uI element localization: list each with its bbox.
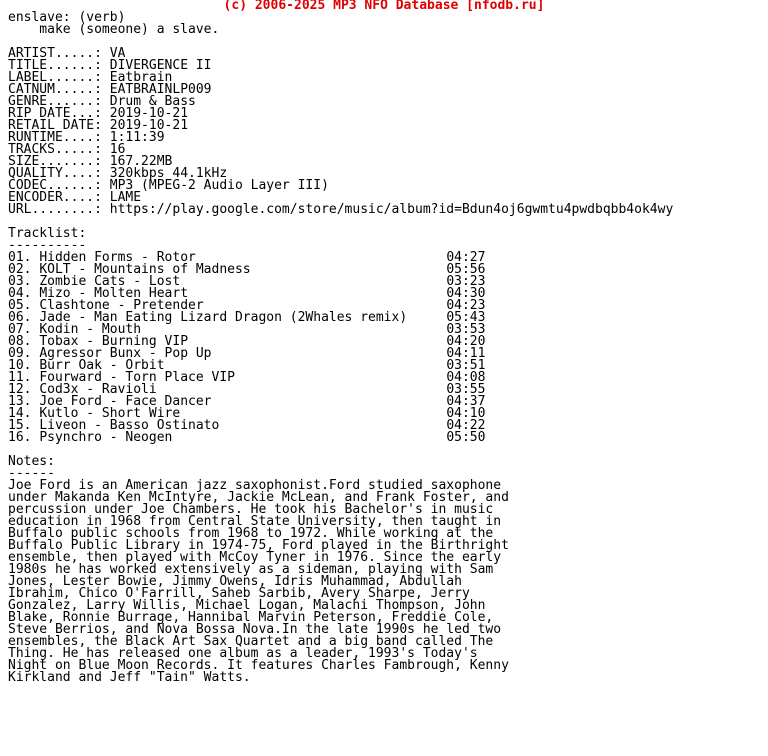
track-number: 16. [8, 430, 32, 445]
info-value: Eatbrain [109, 70, 173, 85]
tracklist-underline: ---------- [8, 238, 87, 253]
info-value: Drum & Bass [109, 94, 196, 109]
track-time: 04:37 [446, 394, 486, 409]
track-title: Psynchro - Neogen [39, 430, 173, 445]
track-time: 04:22 [446, 418, 486, 433]
info-value: 2019-10-21 [109, 106, 189, 121]
info-label: RETAIL DATE: [8, 118, 102, 133]
track-time: 05:56 [446, 262, 486, 277]
info-row-url [8, 204, 768, 216]
track-title: Kodin - Mouth [39, 322, 142, 337]
track-time: 04:11 [446, 346, 486, 361]
track-row [8, 432, 768, 444]
notes-line: Buffalo public schools from 1968 to 1972. While working at the [8, 526, 494, 541]
notes-line: Kirkland and Jeff "Tain" Watts. [8, 670, 251, 685]
info-label: ENCODER....: [8, 190, 102, 205]
track-number: 07. [8, 322, 32, 337]
info-value: 320kbps 44.1kHz [109, 166, 228, 181]
track-time: 04:08 [446, 370, 486, 385]
info-label: GENRE......: [8, 94, 102, 109]
info-label: URL........: [8, 202, 102, 217]
track-time: 04:30 [446, 286, 486, 301]
notes-line: education in 1968 from Central State University, then taught in [8, 514, 502, 529]
track-number: 08. [8, 334, 32, 349]
info-label: SIZE.......: [8, 154, 102, 169]
info-value: DIVERGENCE II [109, 58, 212, 73]
track-time: 04:20 [446, 334, 486, 349]
notes-line: ensemble, then played with McCoy Tyner in 1976. Since the early [8, 550, 502, 565]
track-list [8, 252, 768, 444]
track-title: Tobax - Burning VIP [39, 334, 189, 349]
track-title: Burr Oak - Orbit [39, 358, 165, 373]
info-label: TRACKS.....: [8, 142, 102, 157]
track-number: 15. [8, 418, 32, 433]
track-time: 03:53 [446, 322, 486, 337]
info-value: 167.22MB [109, 154, 173, 169]
track-title: Zombie Cats - Lost [39, 274, 181, 289]
tracklist-heading: Tracklist: [8, 226, 87, 241]
track-number: 11. [8, 370, 32, 385]
info-label: RUNTIME....: [8, 130, 102, 145]
info-label: CATNUM.....: [8, 82, 102, 97]
notes-line: Thing. He has released one album as a leader, 1993's Today's [8, 646, 478, 661]
track-title: Joe Ford - Face Dancer [39, 394, 212, 409]
track-time: 04:10 [446, 406, 486, 421]
track-time: 05:50 [446, 430, 486, 445]
site-header: (c) 2006-2025 MP3 NFO Database [nfodb.ru] [223, 0, 545, 13]
notes-line: Steve Berrios, and Nova Bossa Nova.In the late 1990s he led two [8, 622, 502, 637]
definition-line-2: make (someone) a slave. [8, 22, 220, 37]
track-number: 03. [8, 274, 32, 289]
info-value: MP3 (MPEG-2 Audio Layer III) [109, 178, 329, 193]
track-title: Clashtone - Pretender [39, 298, 204, 313]
track-number: 09. [8, 346, 32, 361]
track-number: 10. [8, 358, 32, 373]
track-number: 01. [8, 250, 32, 265]
track-number: 04. [8, 286, 32, 301]
info-value: EATBRAINLP009 [109, 82, 212, 97]
track-time: 03:55 [446, 382, 486, 397]
info-value: LAME [109, 190, 142, 205]
notes-line: Night on Blue Moon Records. It features Charles Fambrough, Kenny [8, 658, 509, 673]
info-label: RIP DATE...: [8, 106, 102, 121]
notes-line: Buffalo Public Library in 1974-75, Ford played in the Birthright [8, 538, 509, 553]
notes-line: Blake, Ronnie Burrage, Hannibal Marvin Peterson, Freddie Cole, [8, 610, 494, 625]
notes-body [8, 480, 768, 684]
info-label: QUALITY....: [8, 166, 102, 181]
track-time: 03:51 [446, 358, 486, 373]
track-title: Mizo - Molten Heart [39, 286, 189, 301]
info-value: 1:11:39 [109, 130, 165, 145]
track-time: 04:23 [446, 298, 486, 313]
track-title: Hidden Forms - Rotor [39, 250, 196, 265]
notes-line: percussion under Joe Chambers. He took his Bachelor's in music [8, 502, 494, 517]
notes-line: 1980s he has worked extensively as a sideman, playing with Sam [8, 562, 494, 577]
track-title: Agressor Bunx - Pop Up [39, 346, 212, 361]
info-value: https://play.google.com/store/music/album?id=Bdun4oj6gwmtu4pwdbqbb4ok4wy [109, 202, 674, 217]
track-time: 03:23 [446, 274, 486, 289]
track-title: Kutlo - Short Wire [39, 406, 181, 421]
info-label: ARTIST.....: [8, 46, 102, 61]
track-title: Fourward - Torn Place VIP [39, 370, 235, 385]
blank-line [8, 444, 768, 456]
track-number: 02. [8, 262, 32, 277]
nfo-document [0, 12, 768, 684]
info-label: CODEC......: [8, 178, 102, 193]
blank-line [8, 216, 768, 228]
track-title: Jade - Man Eating Lizard Dragon (2Whales remix) [39, 310, 408, 325]
notes-line: Joe Ford is an American jazz saxophonist.Ford studied saxophone [8, 478, 502, 493]
notes-line: Gonzalez, Larry Willis, Michael Logan, Malachi Thompson, John [8, 598, 486, 613]
track-title: Cod3x - Ravioli [39, 382, 157, 397]
track-title: KOLT - Mountains of Madness [39, 262, 251, 277]
info-label: LABEL......: [8, 70, 102, 85]
track-number: 12. [8, 382, 32, 397]
notes-line: ensembles, the Black Art Sax Quartet and a big band called The [8, 634, 494, 649]
track-time: 05:43 [446, 310, 486, 325]
info-value: 2019-10-21 [109, 118, 189, 133]
info-value: VA [109, 46, 126, 61]
track-number: 13. [8, 394, 32, 409]
track-number: 06. [8, 310, 32, 325]
notes-line: Jones, Lester Bowie, Jimmy Owens, Idris Muhammad, Abdullah [8, 574, 462, 589]
definition-line-1: enslave: (verb) [8, 10, 126, 25]
track-time: 04:27 [446, 250, 486, 265]
info-value: 16 [109, 142, 126, 157]
notes-heading: Notes: [8, 454, 55, 469]
notes-line: Ibrahim, Chico O'Farrill, Saheb Sarbib, Avery Sharpe, Jerry [8, 586, 470, 601]
track-number: 14. [8, 406, 32, 421]
info-label: TITLE......: [8, 58, 102, 73]
notes-underline: ------ [8, 466, 55, 481]
track-title: Liveon - Basso Ostinato [39, 418, 220, 433]
notes-line: under Makanda Ken McIntyre, Jackie McLean, and Frank Foster, and [8, 490, 509, 505]
track-number: 05. [8, 298, 32, 313]
